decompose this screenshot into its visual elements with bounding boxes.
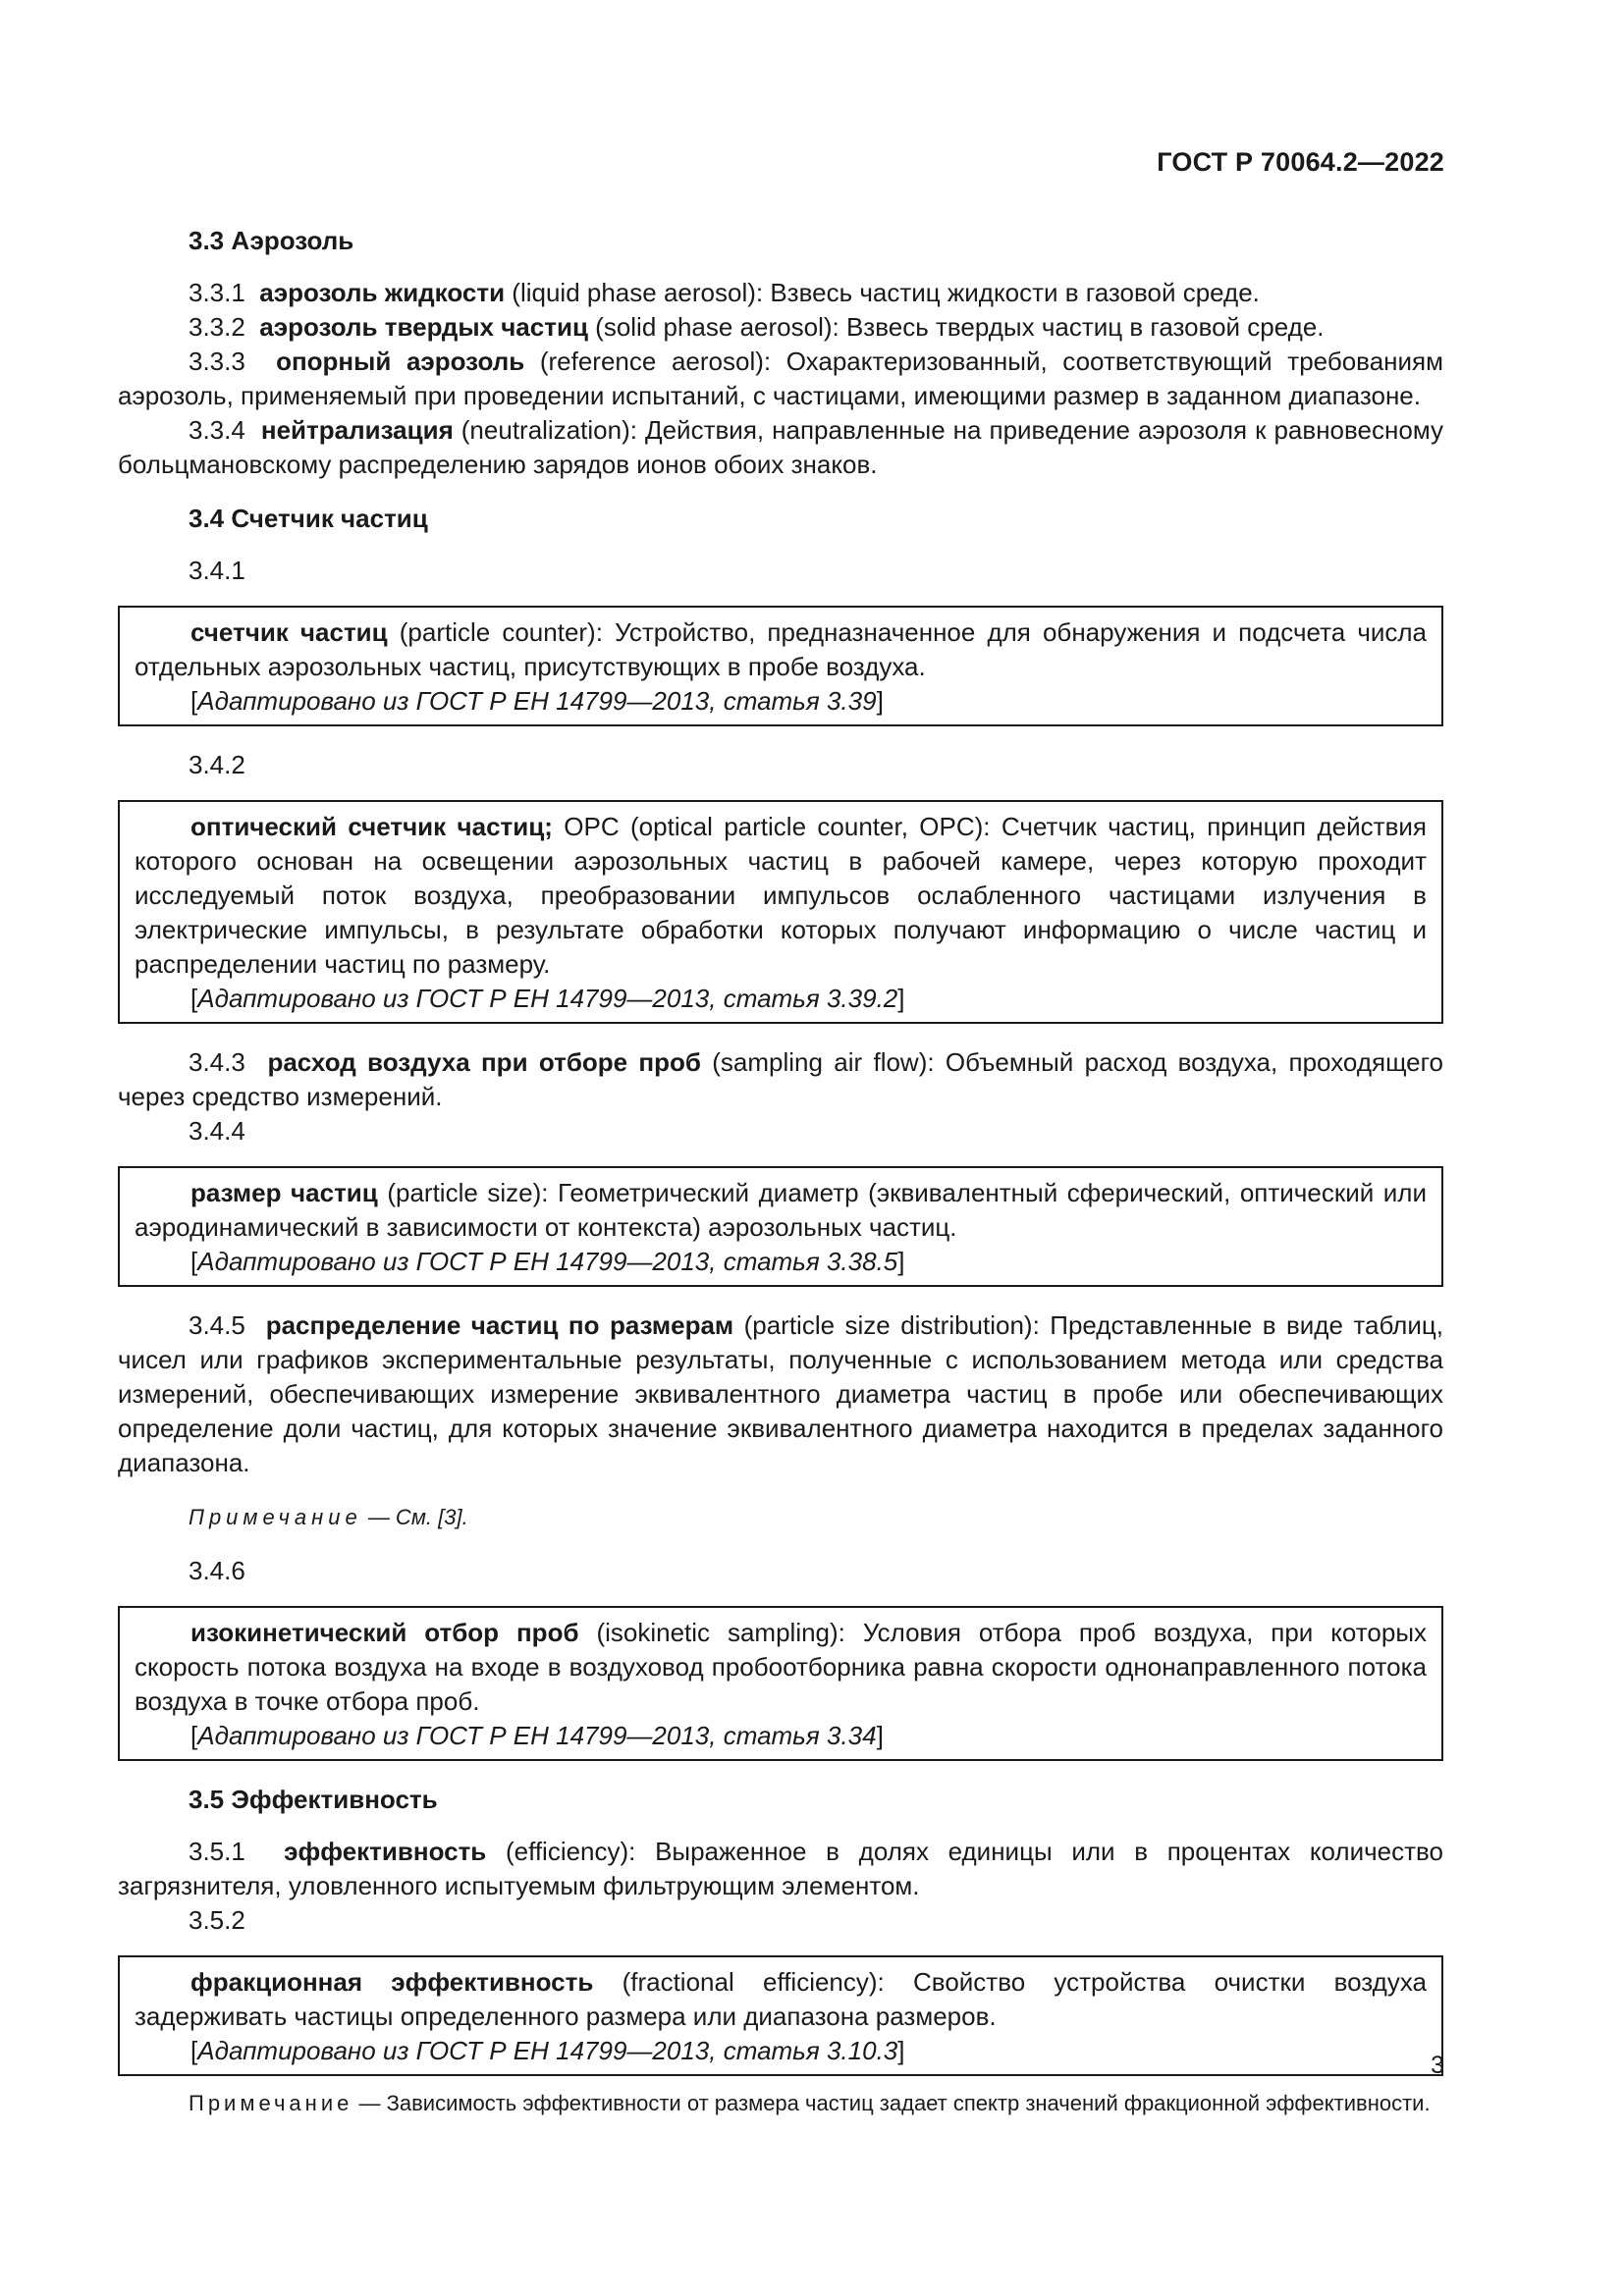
term-number-3-5-2: 3.5.2 bbox=[189, 1905, 245, 1935]
term-english: (sampling air flow): bbox=[700, 1047, 946, 1077]
term-name: аэрозоль твердых частиц bbox=[259, 312, 588, 342]
term-english: (liquid phase aerosol): bbox=[505, 278, 771, 307]
term-text bbox=[135, 1965, 1427, 2034]
term-definition: Взвесь твердых частиц в газовой среде. bbox=[845, 312, 1325, 342]
term-definition: Действия, направленные на приведение аэрозоля к равновесному больцмановскому распределению зарядов ионов обоих знаков. bbox=[118, 415, 1443, 479]
term-english: OPC (optical particle counter, OPC): bbox=[552, 812, 1001, 841]
term-name: расход воздуха при отборе проб bbox=[267, 1047, 701, 1077]
term-source: [Адаптировано из ГОСТ Р ЕН 14799—2013, статья 3.39.2] bbox=[190, 984, 905, 1013]
term-name: аэрозоль жидкости bbox=[259, 278, 506, 307]
page-content bbox=[118, 224, 1443, 2118]
term-name: изокинетический отбор проб bbox=[190, 1618, 579, 1647]
term-definition: Объемный расход воздуха, проходящего через средство измерений. bbox=[118, 1047, 1443, 1111]
term-3-5-1 bbox=[118, 1835, 1443, 1903]
term-name: эффективность bbox=[284, 1837, 487, 1866]
term-box-3-4-1 bbox=[118, 606, 1443, 726]
term-number-3-4-1: 3.4.1 bbox=[189, 556, 245, 585]
term-number: 3.4.5 bbox=[189, 1310, 245, 1340]
term-definition: Условия отбора проб воздуха, при которых скорость потока воздуха на входе в воздуховод пробоотборника равна скорости однонаправленного потока воздуха в точке отбора проб. bbox=[135, 1618, 1428, 1716]
term-number: 3.3.4 bbox=[189, 415, 245, 445]
term-number: 3.5.1 bbox=[189, 1837, 245, 1866]
term-number-3-4-4: 3.4.4 bbox=[189, 1116, 245, 1146]
term-definition: Выраженное в долях единицы или в процентах количество загрязнителя, уловленного испытуемым фильтрующим элементом. bbox=[118, 1837, 1443, 1900]
source-reference: Адаптировано из ГОСТ Р ЕН 14799—2013, статья 3.10.3 bbox=[197, 2036, 898, 2065]
term-definition: Устройство, предназначенное для обнаружения и подсчета числа отдельных аэрозольных частиц, присутствующих в пробе воздуха. bbox=[135, 617, 1428, 681]
term-english: (particle size distribution): bbox=[733, 1310, 1051, 1340]
term-name: счетчик частиц bbox=[190, 617, 388, 647]
term-3-3-1 bbox=[118, 276, 1443, 310]
term-source: [Адаптировано из ГОСТ Р ЕН 14799—2013, статья 3.34] bbox=[190, 1721, 884, 1750]
source-reference: Адаптировано из ГОСТ Р ЕН 14799—2013, статья 3.38.5 bbox=[197, 1247, 898, 1276]
term-box-3-4-6 bbox=[118, 1606, 1443, 1761]
term-text bbox=[135, 810, 1427, 982]
term-3-3-4 bbox=[118, 413, 1443, 482]
term-english: (particle size): bbox=[377, 1178, 559, 1207]
term-english: (solid phase aerosol): bbox=[587, 312, 846, 342]
page-number: 3 bbox=[1431, 2052, 1444, 2079]
term-text bbox=[135, 1176, 1427, 1245]
note-label: Примечание bbox=[189, 1505, 362, 1529]
term-definition: Представленные в виде таблиц, чисел или графиков экспериментальные результаты, полученные с использованием метода или средства измерений, обеспечивающих измерение эквивалентного диаметра частиц в пробе или обеспечивающих определение доли частиц, для которых значение эквивалентного диаметра находится в пределах заданного диапазона. bbox=[118, 1310, 1443, 1477]
term-english: (isokinetic sampling): bbox=[578, 1618, 863, 1647]
term-name: оптический счетчик частиц; bbox=[190, 812, 553, 841]
term-english: (particle counter): bbox=[387, 617, 616, 647]
term-english: (neutralization): bbox=[453, 415, 645, 445]
note-label: Примечание bbox=[189, 2091, 353, 2115]
term-number: 3.3.1 bbox=[189, 278, 245, 307]
term-text bbox=[135, 615, 1427, 684]
term-number-3-4-6: 3.4.6 bbox=[189, 1556, 245, 1585]
term-number-3-4-2: 3.4.2 bbox=[189, 750, 245, 779]
term-source: [Адаптировано из ГОСТ Р ЕН 14799—2013, статья 3.10.3] bbox=[190, 2036, 905, 2065]
source-reference: Адаптировано из ГОСТ Р ЕН 14799—2013, статья 3.34 bbox=[197, 1721, 877, 1750]
term-box-3-5-2 bbox=[118, 1955, 1443, 2076]
standard-header: ГОСТ Р 70064.2—2022 bbox=[1157, 147, 1444, 177]
section-3-5-title: 3.5 Эффективность bbox=[189, 1785, 438, 1814]
term-number: 3.4.3 bbox=[189, 1047, 245, 1077]
term-name: нейтрализация bbox=[260, 415, 454, 445]
term-box-3-4-2 bbox=[118, 800, 1443, 1024]
term-name: распределение частиц по размерам bbox=[265, 1310, 734, 1340]
term-definition: Геометрический диаметр (эквивалентный сферический, оптический или аэродинамический в зависимости от контекста) аэрозольных частиц. bbox=[135, 1178, 1428, 1242]
term-name: фракционная эффективность bbox=[190, 1967, 594, 1997]
term-3-4-5 bbox=[118, 1308, 1443, 1480]
note-text: — См. [3]. bbox=[361, 1505, 468, 1529]
term-name: опорный аэрозоль bbox=[276, 347, 525, 376]
term-number: 3.3.2 bbox=[189, 312, 245, 342]
term-text bbox=[135, 1616, 1427, 1719]
term-box-3-4-4 bbox=[118, 1166, 1443, 1287]
term-3-3-3 bbox=[118, 345, 1443, 413]
section-3-4-title: 3.4 Счетчик частиц bbox=[189, 504, 428, 533]
source-reference: Адаптировано из ГОСТ Р ЕН 14799—2013, статья 3.39.2 bbox=[197, 984, 898, 1013]
note-3-5 bbox=[118, 2088, 1443, 2118]
term-source: [Адаптировано из ГОСТ Р ЕН 14799—2013, статья 3.38.5] bbox=[190, 1247, 905, 1276]
term-definition: Взвесь частиц жидкости в газовой среде. bbox=[770, 278, 1260, 307]
term-english: (fractional efficiency): bbox=[593, 1967, 914, 1997]
term-source: [Адаптировано из ГОСТ Р ЕН 14799—2013, статья 3.39] bbox=[190, 686, 884, 716]
note-text: — Зависимость эффективности от размера частиц задает спектр значений фракционной эффективности. bbox=[352, 2091, 1431, 2115]
term-english: (efficiency): bbox=[486, 1837, 656, 1866]
section-3-3-title: 3.3 Аэрозоль bbox=[189, 226, 354, 255]
term-definition: Охарактеризованный, соответствующий требованиям аэрозоль, применяемый при проведении испытаний, с частицами, имеющими размер в заданном диапазоне. bbox=[118, 347, 1443, 410]
term-3-4-3 bbox=[118, 1045, 1443, 1114]
term-3-3-2 bbox=[118, 310, 1443, 345]
term-english: (reference aerosol): bbox=[524, 347, 786, 376]
term-name: размер частиц bbox=[190, 1178, 378, 1207]
term-definition: Свойство устройства очистки воздуха задерживать частицы определенного размера или диапазона размеров. bbox=[135, 1967, 1427, 2031]
source-reference: Адаптировано из ГОСТ Р ЕН 14799—2013, статья 3.39 bbox=[197, 686, 877, 716]
term-number: 3.3.3 bbox=[189, 347, 245, 376]
note-3-4-5 bbox=[118, 1500, 1443, 1534]
term-definition: Счетчик частиц, принцип действия которого основан на освещении аэрозольных частиц в рабочей камере, через которую проходит исследуемый поток воздуха, преобразовании импульсов ослабленного частицами излучения в электрические импульсы, в результате обработки которых получают информацию о числе частиц и распределении частиц по размеру. bbox=[135, 812, 1427, 979]
